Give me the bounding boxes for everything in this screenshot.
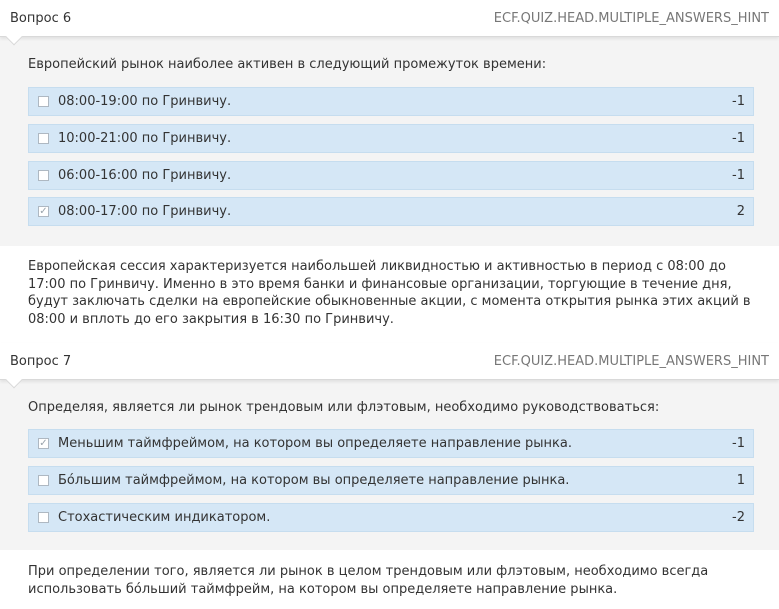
answer-label: 06:00-16:00 по Гринвичу.	[58, 168, 232, 183]
checkbox[interactable]	[38, 96, 49, 107]
question-6-header	[0, 0, 779, 37]
checkbox-checked[interactable]	[38, 206, 49, 217]
answer-option[interactable]	[28, 429, 754, 458]
question-6-hint: ECF.QUIZ.HEAD.MULTIPLE_ANSWERS_HINT	[493, 11, 769, 26]
question-6-explanation: Европейская сессия характеризуется наибольшей ликвидностью и активностью в период с 08:00 до 17:00 по Гринвичу. Именно в это время банки и финансовые организации, торгующие в течение дня, будут заключать сделки на европейские обыкновенные акции, с момента открытия рынка этих акций в 08:00 и вплоть до его закрытия в 16:30 по Гринвичу.	[28, 259, 751, 327]
answer-label: Бо́льшим таймфреймом, на котором вы определяете направление рынка.	[58, 473, 570, 488]
answer-option[interactable]	[28, 503, 754, 532]
answer-score: 2	[736, 204, 745, 219]
question-6-body	[0, 37, 779, 246]
answer-score: 1	[736, 473, 745, 488]
answer-option[interactable]	[28, 197, 754, 226]
answer-score: -1	[732, 168, 745, 183]
question-7-header	[0, 343, 779, 380]
question-7-hint: ECF.QUIZ.HEAD.MULTIPLE_ANSWERS_HINT	[493, 354, 769, 369]
question-7-body	[0, 380, 779, 550]
answer-label: Стохастическим индикатором.	[58, 510, 271, 525]
answer-label: 10:00-21:00 по Гринвичу.	[58, 131, 232, 146]
answer-score: -1	[732, 131, 745, 146]
check-icon: ✓	[39, 438, 48, 449]
checkbox[interactable]	[38, 133, 49, 144]
answer-score: -1	[732, 436, 745, 451]
checkbox[interactable]	[38, 475, 49, 486]
answer-option[interactable]	[28, 87, 754, 116]
question-7-text: Определяя, является ли рынок трендовым или флэтовым, необходимо руководствоваться:	[28, 400, 660, 415]
answer-score: -1	[732, 94, 745, 109]
answer-score: -2	[732, 510, 745, 525]
answer-label: 08:00-17:00 по Гринвичу.	[58, 204, 232, 219]
answer-option[interactable]	[28, 466, 754, 495]
question-7-title: Вопрос 7	[10, 354, 72, 369]
question-6-text: Европейский рынок наиболее активен в следующий промежуток времени:	[28, 57, 547, 72]
answer-option[interactable]	[28, 161, 754, 190]
checkbox[interactable]	[38, 512, 49, 523]
checkbox[interactable]	[38, 170, 49, 181]
answer-option[interactable]	[28, 124, 754, 153]
question-7-explanation: При определении того, является ли рынок в целом трендовым или флэтовым, необходимо всегда использовать бо́льший таймфрейм, на котором вы определяете направление рынка.	[28, 564, 709, 597]
question-6-title: Вопрос 6	[10, 11, 72, 26]
answer-label: Меньшим таймфреймом, на котором вы определяете направление рынка.	[58, 436, 572, 451]
answer-label: 08:00-19:00 по Гринвичу.	[58, 94, 232, 109]
checkbox-checked[interactable]	[38, 438, 49, 449]
check-icon: ✓	[39, 206, 48, 217]
